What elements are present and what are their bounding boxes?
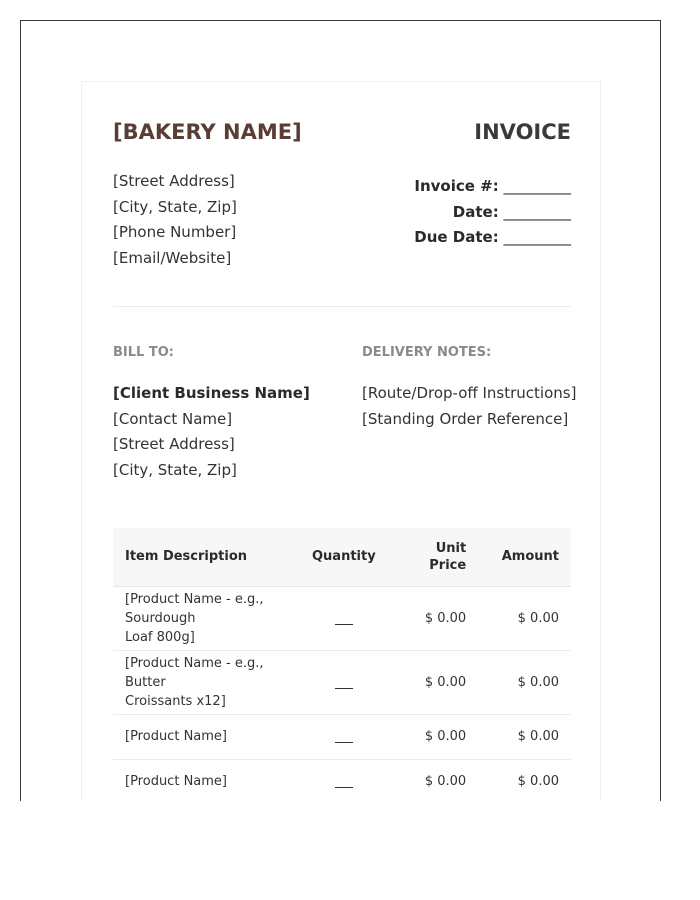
date-label: Date: bbox=[452, 202, 499, 221]
client-street-address: [Street Address] bbox=[113, 435, 235, 453]
quantity-blank bbox=[335, 730, 353, 743]
invoice-number-label: Invoice #: bbox=[414, 177, 499, 195]
bakery-address bbox=[113, 169, 237, 271]
item-amount: $ 0.00 bbox=[478, 759, 571, 801]
bill-to-block bbox=[113, 381, 310, 483]
client-city-state-zip: [City, State, Zip] bbox=[113, 460, 237, 479]
item-description-line1: [Product Name - e.g., Butter bbox=[125, 655, 264, 690]
due-date-label: Due Date: bbox=[414, 228, 499, 246]
item-amount: $ 0.00 bbox=[478, 586, 571, 650]
date-row bbox=[414, 200, 571, 226]
item-quantity bbox=[295, 759, 392, 801]
item-description-line2: Loaf 800g] bbox=[125, 629, 195, 645]
item-description-line1: [Product Name - e.g., Sourdough bbox=[125, 591, 264, 626]
item-amount: $ 0.00 bbox=[478, 650, 571, 714]
table-row bbox=[113, 650, 571, 714]
invoice-title: INVOICE bbox=[474, 120, 571, 144]
email-website: [Email/Website] bbox=[113, 248, 232, 267]
delivery-notes-label: DELIVERY NOTES: bbox=[362, 345, 492, 360]
table-row bbox=[113, 759, 571, 801]
item-amount: $ 0.00 bbox=[478, 714, 571, 759]
invoice-meta bbox=[414, 174, 571, 251]
table-row bbox=[113, 586, 571, 650]
header-quantity: Quantity bbox=[295, 528, 392, 586]
item-description: [Product Name] bbox=[113, 759, 295, 801]
item-description: [Product Name] bbox=[113, 714, 295, 759]
item-unit-price: $ 0.00 bbox=[392, 650, 478, 714]
delivery-notes-block bbox=[362, 381, 576, 432]
item-quantity bbox=[295, 650, 392, 714]
item-quantity bbox=[295, 714, 392, 759]
phone-number: [Phone Number] bbox=[113, 223, 237, 241]
item-description bbox=[113, 650, 295, 714]
table-header-row bbox=[113, 528, 571, 586]
header-divider bbox=[113, 306, 571, 307]
header-amount: Amount bbox=[478, 528, 571, 586]
invoice-number-blank: _________ bbox=[503, 177, 571, 195]
item-description bbox=[113, 586, 295, 650]
city-state-zip: [City, State, Zip] bbox=[113, 197, 237, 216]
document-frame bbox=[20, 20, 661, 801]
bakery-name: [BAKERY NAME] bbox=[113, 120, 302, 144]
header-item-description: Item Description bbox=[113, 528, 295, 586]
due-date-row bbox=[414, 225, 571, 251]
invoice-sheet bbox=[81, 81, 601, 801]
invoice-number-row bbox=[414, 174, 571, 200]
item-unit-price: $ 0.00 bbox=[392, 714, 478, 759]
quantity-blank bbox=[335, 676, 353, 689]
item-quantity bbox=[295, 586, 392, 650]
route-instructions: [Route/Drop-off Instructions] bbox=[362, 384, 577, 402]
bill-to-label: BILL TO: bbox=[113, 345, 174, 360]
item-unit-price: $ 0.00 bbox=[392, 586, 478, 650]
header-unit-price bbox=[392, 528, 478, 586]
quantity-blank bbox=[335, 612, 353, 625]
item-description-line2: Croissants x12] bbox=[125, 693, 226, 709]
due-date-blank: _________ bbox=[503, 228, 571, 246]
date-blank: _________ bbox=[503, 202, 571, 221]
items-table bbox=[113, 528, 571, 801]
table-row bbox=[113, 714, 571, 759]
header-unit-price-line1: Unit bbox=[435, 540, 467, 556]
item-unit-price: $ 0.00 bbox=[392, 759, 478, 801]
header-unit-price-line2: Price bbox=[429, 557, 467, 573]
quantity-blank bbox=[335, 775, 353, 788]
standing-order-reference: [Standing Order Reference] bbox=[362, 409, 569, 428]
client-business-name: [Client Business Name] bbox=[113, 384, 310, 402]
street-address: [Street Address] bbox=[113, 172, 235, 190]
contact-name: [Contact Name] bbox=[113, 409, 233, 428]
